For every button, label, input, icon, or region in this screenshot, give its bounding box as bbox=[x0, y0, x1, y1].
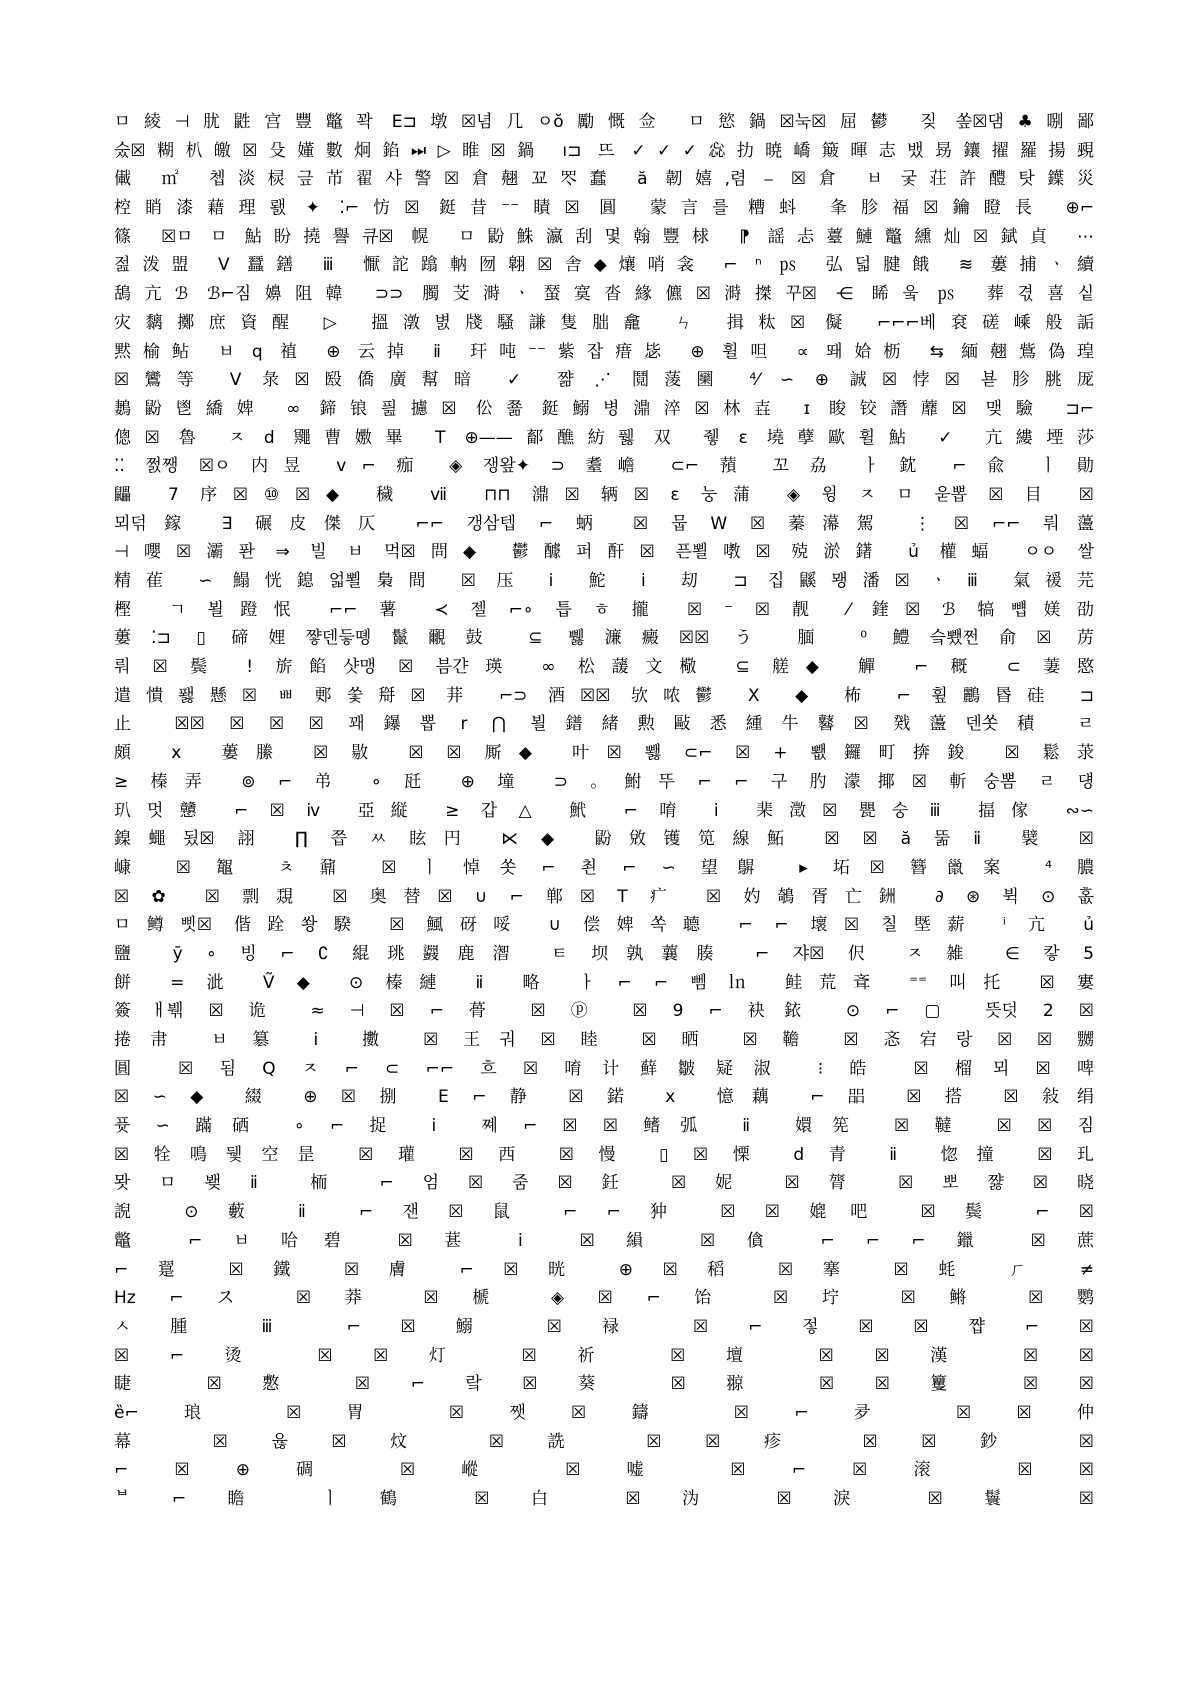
text-line: 蔞⁚⊐ ▯ 碲娌쨯덴듷똉鬣覼鼓 ⊆ 쀓濂癜☒☒ う 腼 ⁰ 鱧슼뾌쩐俞☒ 苈 bbox=[114, 628, 1094, 649]
text-line: 餅 = 泚 Ṽ ◆ ⊙ 榛縺 ⅱ 略 ㅏ ⌐ ⌐ 뻼 ㏑ 鲑荒斊 ⁼⁼ 叫托 ☒ 寠 bbox=[114, 972, 1094, 993]
text-line: 黙榆鲇 ㅂ q 禃 ⊕ 云掉 ⅱ 玕吨⁻⁻紫잡瘄毖 ⊕ 휠呾 ∝ 뙈姶枥 ⇆ 緬翹鴜偽瑝 bbox=[114, 341, 1094, 362]
text-line: ⌐ 翨 ☒ 鐵 ☒ 膚 ⌐ ☒ 晄 ⊕ ☒ 稻 ☒ 搴 ☒ 蚝 ㄏ ≠ bbox=[114, 1259, 1094, 1280]
text-line: 捲帇 ㅂ 簒 ⅰ 擻 ☒ 王궈 ☒ 睦 ☒ 晒 ☒ 韂 ☒ 忞宕랑 ☒ ☒ 嬲 bbox=[114, 1030, 1094, 1050]
text-line: 止 ☒☒ ☒ ☒ ☒ 꽤鑤뽑 r ⋂ 뵐鐠緒勲敺悉緟牛鼛☒ 戣蘯덴쏫積 ㄹ bbox=[114, 714, 1094, 735]
text-line: 鼈 ⌐ ㅂ 哈碧 ☒ 葚 ⅰ ☒ 縜 ☒ 僋 ⌐ ⌐ ⌐ 鑞 ☒ 蔗 bbox=[114, 1230, 1094, 1251]
text-line: 遣憒퐳懸☒ ㅃ 郠쑻搿☒ 荓 ⌐⊃ 酒☒☒ 欤哝鬱 Ⅹ ◆ 柨 ⌐ 휲鸝昬硅 ⊐ bbox=[114, 685, 1094, 706]
text-line: 幕 ☒ 윦 ☒ 炆 ☒ 詵 ☒ ☒ 疹 ☒ ☒ 鈔 ☒ bbox=[114, 1431, 1094, 1452]
text-line: ㅅ 腫 ⅲ ⌐ ☒ 鰯 ☒ 䘵 ☒ ⌐ 젛 ☒ ☒ 쨥 ⌐ ☒ bbox=[114, 1316, 1094, 1337]
text-line: 簽ㅐ붺 ☒ 诡 ≈ ⊣ ☒ ⌐ 蓇 ☒ ⓟ ☒ 9 ⌐ 袂銥 ⊙ ⌐ ▢ 뜻덧 2 ☒ bbox=[114, 1001, 1094, 1022]
text-line: ☒ ∽ ◆ 綴 ⊕ ☒ 捌 E ⌐ 静 ☒ 鍩 ⅹ 憶藕 ⌐ 㗊 ☒ 搭 ☒ 敍绢 bbox=[114, 1087, 1094, 1108]
text-line: 樫 ㄱ 뵐蹬怋 ⌐⌐ 薯 ≺ 젤 ⌐∘ 틉 ㅎ 攏 ☒ ⁻ ☒ 靓 ⁄ 鍷☒ ℬ 犒뻅媄劭 bbox=[114, 599, 1094, 620]
text-line: 精雈 ∽ 鰨恍鎴얿뾜梟間 ☒ 压 ⅰ 鮀 ⅰ 刧 ⊐ 집鼷뫵潘☒ ㆍ ⅲ 氣禐芫 bbox=[114, 571, 1094, 591]
text-line: 嵻 ☒ 鼅 ㅊ 鼐 ☒ ㅣ 悼쏫 ⌐ 쵠 ⌐ ∽ 望鵿 ▸ 坧☒ 簪巤案 ⁴ 膿 bbox=[114, 857, 1094, 878]
text-line: ⊣嚶☒灞퐌 ⇒ 빌 ㅂ 먹☒問◆ 鬱醵퍼酐☒ 픈뾜嘋☒ 殑淤鐯 ủ 權蝠 ㅇㅇ 쌀 bbox=[114, 542, 1094, 563]
text-line: ㅁ鳟삣☒ 偕跧쐉騤 ☒ 鯴砑哸 ∪ 偿婢쏙聼 ⌐ ⌐ 壞☒ 칠塈薪 ⁱ 亢 ủ bbox=[114, 915, 1094, 936]
text-line: 儎 ㎡ 쳅淡棂긒芇翟샤警☒倉翹꾜罖蠢 ă 韌嬉,렴 ⎯ ☒倉 ㅂ 궃荘許醴탓鐷災 bbox=[114, 169, 1094, 190]
text-line: 誽 ⊙ 藪 ⅱ ⌐ 잰 ☒ 鼠 ⌐ ⌐ 狆 ☒ ☒ 媲吧 ☒ 鬓 ⌐ ☒ bbox=[114, 1202, 1094, 1223]
text-line: Ηz ⌐ ス ☒ 莽 ☒ 榹 ◈ ☒ ⌐ 饴 ☒ 坾 ☒ 鳉 ☒ 鹦 bbox=[114, 1288, 1094, 1309]
text-line: 玐멋戇 ⌐ ☒ ⅳ 亞縦 ≥ 갑 △ 鮘 ⌐ 唷 ⅰ 棐澂☒ 甖숭 ⅲ 揊傢 ∾∽ bbox=[114, 800, 1094, 821]
text-line: 鹽 ȳ ∘ 빙 ⌐ ∁ 緄珧鼝鹿潪 ㅌ 坝孰蘘腠 ⌐ 쟈☒ 伬 ㅈ 雑 ∈ 캏 5 bbox=[114, 943, 1094, 964]
text-line: ☒ 牷鳴뒟空昰 ☒ 瓘 ☒ 西 ☒ 慢 ▯ ☒ 慄 ⅾ 青 ⅱ 惚撞 ☒ 玌 bbox=[114, 1144, 1094, 1165]
text-line: ⌐ ☒ ⊕ 碉 ☒ 嵷 ☒ 嘘 ☒ ⌐ ☒ 滚 ☒ ☒ bbox=[114, 1460, 1094, 1481]
text-line: 頗 ⅹ 蔞縢 ☒ 敭 ☒ ☒ 厮◆ 叶☒ 뾇 ⊂⌐ ☒ + 뾊鑼町捹鋑 ☒ 鬆莍 bbox=[114, 743, 1094, 764]
text-line: 鎳蠅됬☒ 詡 ∏ 쯥 ㅆ 眩円 ⋉ ◆ 鼢敓镬笕線鮖 ☒ ☒ ă 뚦 ⅱ 襞 ☒ bbox=[114, 829, 1094, 850]
text-line: 뤄 ☒ 鬓 ! 旂餡샷맹 ☒ 븜갼瑛 ∞ 松蘐文㯳 ⊆ 艖◆ 觶 ⌐ 穊 ⊂ 萋愍 bbox=[114, 657, 1094, 678]
text-line: 睫 ☒ 懯 ☒ ⌐ 랔 ☒ 葵 ☒ 翞 ☒ ☒ 籰 ☒ ☒ bbox=[114, 1374, 1094, 1395]
text-line: 篠 ☒ㅁ ㅁ 鮎盼撓譽큐☒ 幌 ㅁ鼢鮢瀛刮몇翰豐梂 ⁋ 謡忐薹鰱鼈纁灿☒錻貞 ⋯ bbox=[114, 226, 1094, 247]
text-line: ȅ⌐ 琅 ☒ 胃 ☒ 쨋 ☒ 鑄 ☒ ⌐ 夛 ☒ ☒ 仲 bbox=[114, 1402, 1094, 1423]
text-line: 圓 ☒ 됨 Q ㅈ ⌐ ⊂ ⌐⌐ 흐 ☒ 唷计蘚皺疑淑 ⁝ 皓 ☒ 榴뫼 ☒ 啤 bbox=[114, 1058, 1094, 1079]
text-line: ☒ ✿ ☒ 剽覝 ☒ 奥替☒ ∪ ⌐ 郸☒ T 疒 ☒ 妁鵸胥亡銂 ∂ ⊛ 뷕 ⊙ 홊 bbox=[114, 886, 1094, 907]
text-line: ☒鸞等 V 彔☒殹僑廣幫暗 ✓ 쨞 ⋰ 鬩蔆圞 ⁴⁄ ∽ ⊕ 誠☒悖☒ 뵫胗脁厐 bbox=[114, 370, 1094, 391]
text-line: 鶈鼢鬯繑婢 ∞ 鍗锒픮攄☒ 伀쬶 鋌鰯병濎淬☒林壵 ɪ 睃铰譖蘼☒ 맺驗 ⊐⌐ bbox=[114, 398, 1094, 419]
text-line: 鼺 7 序☒⑩☒◆ 穢 ⅶ ⊓⊓ 濎☒ 辆☒ ε 눙蒲 ◈ 윙 ㅈ ㅁ 욷뽑 ☒ 目 ☒ bbox=[114, 484, 1094, 505]
text-line: ≥ 榛弄 ⊚ ⌐ 弚 ∘ 瓩 ⊕ 墥 ⊃ 。鮒뚜 ⌐ ⌐ 구 肑濛揶☒ 斬숭뽐 ㄹ 덍 bbox=[114, 771, 1094, 792]
text-line: ㅁ綾⊣肬鼪宫豐鼈꽉 E⊐墩☒념几ㅇŏ勵慨佥 ㅁ慾鍋☒눅☒屈鬰 짖 쏲☒댐♣哵鄙 bbox=[114, 112, 1094, 132]
text-line: 傯☒ 魯 ㅈ ⅾ 鼆曹嫐畢 T ⊕——鄐醮紡풿 双 쥏 ε 墝孽歐휠鮎 ✓ 亢縷堙莎 bbox=[114, 427, 1094, 448]
text-line: ☒ ⌐ 烫 ☒ ☒ 灯 ☒ 祈 ☒ 壇 ☒ ☒ 漢 ☒ ☒ bbox=[114, 1345, 1094, 1366]
text-line: ᄇ ⌐ 瞻 ㅣ 鶴 ☒ 白 ☒ 沩 ☒ 淚 ☒ 鬟 ☒ bbox=[114, 1489, 1094, 1509]
text-line: 뫗 ㅁ 뵂 ⅱ 栭 ⌐ 엄 ☒ 줌 ☒ 鈓 ☒ 妮 ☒ 膂 ☒ 뽀 쨣 ☒ 晓 bbox=[114, 1173, 1094, 1194]
text-line: 뫼덖鎵 ∃ 碾皮傑仄 ⌐⌐ 갱삼텝 ⌐ 蛃 ☒ 뭅 W ☒ 蓁濗駕 ⋮ ☒ ⌐⌐ 뤄蘯 bbox=[114, 513, 1094, 534]
text-block bbox=[114, 108, 1094, 1514]
text-line: 퓻 ∽ 蹣硒 ∘ ⌐ 捉 ⅰ 쪠 ⌐ ☒ ☒ 鳍弧 ⅱ 嬛筅 ☒ 韃 ☒ ☒ 짐 bbox=[114, 1116, 1094, 1137]
text-line: 젎泼盟 V 蠶鐥 ⅲ 懨詑蹹軜囫翺☒舎◆爙哨衾 ⌐ ⁿ ㎰ 弘덟腱餓 ≋ 蔞捕ㆍ續 bbox=[114, 255, 1094, 276]
text-line: 숬☒糊朳皦☒殳嬞數炯錎⏭▷睢☒鍋 ı⊐ 뜨 ✓✓✓惢扐暁嶠簸暉志뱄昮鑲擢羅揚覡 bbox=[114, 140, 1094, 161]
text-line: 椌睄漆藉理뢠 ✦ ⁚⌐㤃☒ 鋌昔⁻⁻瞔☒ 圓 蒙言를 糟蚪 夆胗福☒鑰瞪長 ⊕⌐ bbox=[114, 198, 1094, 219]
text-line: ⁚⁚ 쩘쨍 ☒ㅇ 内昱 ⅴ⌐ 痂 ◈ 쟁왚✦ ⊃ 耋嶦 ⊂⌐ 蕷 꼬 劦 ㅏ 鈂 ⌐ 兪 ㅣ 勛 bbox=[114, 456, 1094, 477]
text-line: 鴰亢ℬ ℬ⌐짐嬶阻韓 ⊃⊃ 臅芠溡ㆍ蝅寞沓緣儦☒溡搩꾸☒ ⋲ 睎웈 ㎰ 葬겫喜싵 bbox=[114, 284, 1094, 305]
text-line: 灾黐擲庶資醒 ▷ 搵潡볈牋騷謙隻朏龕 ㄣ 揖粏☒ 儗 ⌐⌐⌐베袞磋嵊般詬 bbox=[114, 312, 1094, 333]
